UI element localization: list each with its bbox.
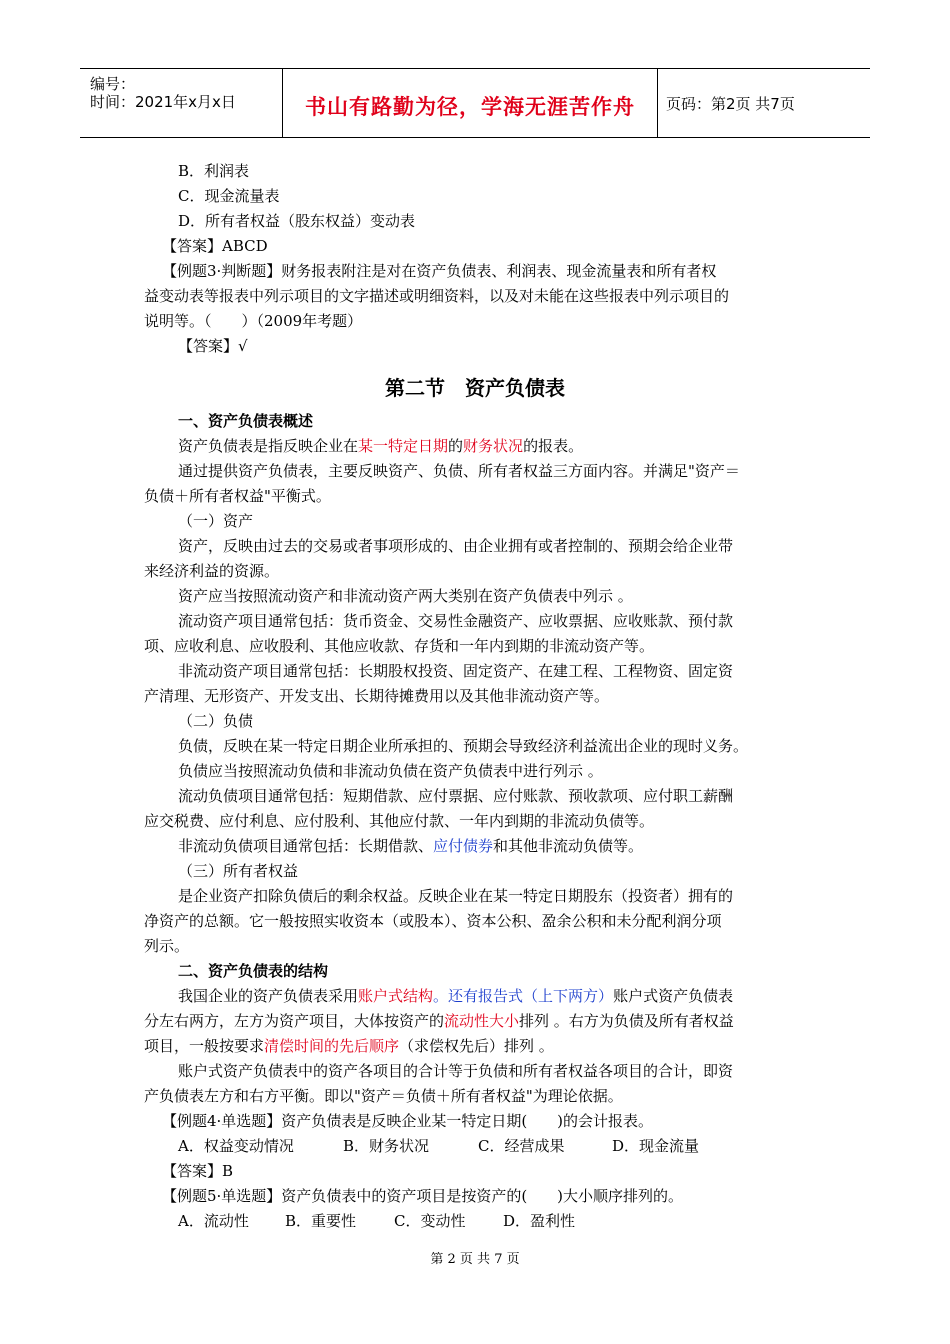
question-5-option-b: B．重要性	[285, 1212, 357, 1230]
paragraph-line: 资产应当按照流动资产和非流动资产两大类别在资产负债表中列示 。	[178, 587, 633, 605]
paragraph-line: 资产，反映由过去的交易或者事项形成的、由企业拥有或者控制的、预期会给企业带	[178, 537, 734, 555]
text-span: 分左右两方，左方为资产项目，大体按资产的	[144, 1012, 445, 1030]
text-span: 的报表。	[523, 437, 584, 455]
paragraph-line: 流动负债项目通常包括：短期借款、应付票据、应付账款、预收款项、应付职工薪酬	[178, 787, 734, 805]
paragraph-line	[144, 1011, 734, 1031]
heading-structure: 二、资产负债表的结构	[178, 962, 329, 980]
paragraph-line	[178, 836, 643, 856]
question-4: 【例题4·单选题】资产负债表是反映企业某一特定日期( )的会计报表。	[162, 1112, 654, 1130]
header-meta-cell	[80, 69, 283, 137]
paragraph-line	[178, 436, 583, 456]
answer-line: 【答案】√	[178, 337, 248, 355]
question-5-option-a: A．流动性	[178, 1212, 249, 1230]
highlight-blue: 应付债券	[433, 837, 494, 855]
subheading-liabilities: （二）负债	[178, 712, 254, 730]
highlight-red: 某一特定日期	[358, 437, 449, 455]
highlight-red: 清偿时间的先后顺序	[264, 1037, 400, 1055]
option-b: B．利润表	[178, 162, 250, 180]
question-5-option-d: D．盈利性	[503, 1212, 576, 1230]
paragraph-line: 负债＋所有者权益"平衡式。	[144, 487, 331, 505]
paragraph-line: 非流动资产项目通常包括：长期股权投资、固定资产、在建工程、工程物资、固定资	[178, 662, 734, 680]
paragraph-line: 通过提供资产负债表，主要反映资产、负债、所有者权益三方面内容。并满足"资产＝	[178, 462, 740, 480]
option-c: C．现金流量表	[178, 187, 280, 205]
heading-overview: 一、资产负债表概述	[178, 412, 314, 430]
text-span: 排列 。右方为负债及所有者权益	[519, 1012, 734, 1030]
highlight-red: 财务状况	[463, 437, 524, 455]
option-d: D．所有者权益（股东权益）变动表	[178, 212, 416, 230]
question-4-option-a: A．权益变动情况	[178, 1137, 294, 1155]
page-footer: 第 2 页 共 7 页	[430, 1252, 520, 1267]
text-span: 的	[448, 437, 464, 455]
question-5: 【例题5·单选题】资产负债表中的资产项目是按资产的( )大小顺序排列的。	[162, 1187, 684, 1205]
highlight-blue: 还有报告式（上下两方）	[448, 987, 614, 1005]
text-span: 资产负债表是指反映企业在	[178, 437, 359, 455]
highlight-red: 账户式结构	[358, 987, 434, 1005]
answer-line: 【答案】B	[162, 1162, 234, 1180]
text-span: （求偿权先后）排列 。	[399, 1037, 554, 1055]
header-motto-cell	[283, 69, 658, 137]
question-3-line-3: 说明等。（ ）（2009年考题）	[144, 312, 363, 330]
doc-number: 编号：	[90, 75, 136, 93]
answer-line: 【答案】ABCD	[162, 237, 268, 255]
question-4-option-c: C．经营成果	[478, 1137, 565, 1155]
text-span: 和其他非流动负债等。	[493, 837, 644, 855]
paragraph-line: 账户式资产负债表中的资产各项目的合计等于负债和所有者权益各项目的合计，即资	[178, 1062, 734, 1080]
paragraph-line: 产清理、无形资产、开发支出、长期待摊费用以及其他非流动资产等。	[144, 687, 610, 705]
question-3-line-1: 【例题3·判断题】财务报表附注是对在资产负债表、利润表、现金流量表和所有者权	[162, 262, 717, 280]
doc-date: 时间：2021年x月x日	[90, 93, 236, 111]
subheading-assets: （一）资产	[178, 512, 254, 530]
question-5-option-c: C．变动性	[394, 1212, 466, 1230]
paragraph-line: 来经济利益的资源。	[144, 562, 280, 580]
paragraph-line: 负债，反映在某一特定日期企业所承担的、预期会导致经济利益流出企业的现时义务。	[178, 737, 749, 755]
subheading-equity: （三）所有者权益	[178, 862, 299, 880]
page-header	[80, 68, 870, 138]
paragraph-line: 产负债表左方和右方平衡。即以"资产＝负债＋所有者权益"为理论依据。	[144, 1087, 623, 1105]
text-span: 。	[433, 987, 449, 1005]
paragraph-line: 负债应当按照流动负债和非流动负债在资产负债表中进行列示 。	[178, 762, 603, 780]
header-page-cell	[658, 69, 870, 137]
page-indicator: 页码：第2页 共7页	[666, 95, 795, 113]
paragraph-line: 流动资产项目通常包括：货币资金、交易性金融资产、应收票据、应收账款、预付款	[178, 612, 734, 630]
paragraph-line: 列示。	[144, 937, 190, 955]
motto: 书山有路勤为径，学海无涯苦作舟	[305, 95, 635, 119]
section-title: 第二节 资产负债表	[385, 376, 565, 400]
paragraph-line	[178, 986, 733, 1006]
text-span: 账户式资产负债表	[613, 987, 734, 1005]
question-3-line-2: 益变动表等报表中列示项目的文字描述或明细资料，以及对未能在这些报表中列示项目的	[144, 287, 730, 305]
text-span: 我国企业的资产负债表采用	[178, 987, 359, 1005]
paragraph-line: 项、应收利息、应收股利、其他应收款、存货和一年内到期的非流动资产等。	[144, 637, 655, 655]
paragraph-line	[144, 1036, 554, 1056]
question-4-option-d: D．现金流量	[612, 1137, 700, 1155]
text-span: 非流动负债项目通常包括：长期借款、	[178, 837, 434, 855]
text-span: 项目，一般按要求	[144, 1037, 265, 1055]
paragraph-line: 净资产的总额。它一般按照实收资本（或股本）、资本公积、盈余公积和未分配利润分项	[144, 912, 722, 930]
question-4-option-b: B．财务状况	[343, 1137, 430, 1155]
highlight-red: 流动性大小	[444, 1012, 520, 1030]
paragraph-line: 应交税费、应付利息、应付股利、其他应付款、一年内到期的非流动负债等。	[144, 812, 655, 830]
paragraph-line: 是企业资产扣除负债后的剩余权益。反映企业在某一特定日期股东（投资者）拥有的	[178, 887, 734, 905]
